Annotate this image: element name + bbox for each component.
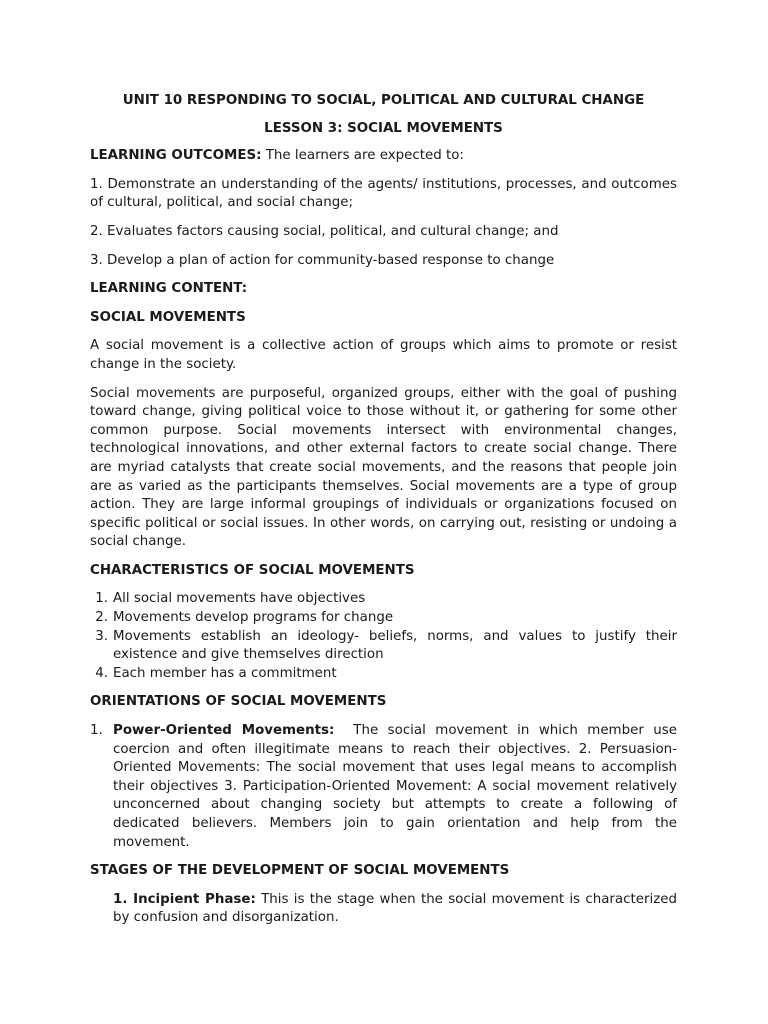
lesson-title: LESSON 3: SOCIAL MOVEMENTS bbox=[264, 120, 503, 136]
characteristics-heading: CHARACTERISTICS OF SOCIAL MOVEMENTS bbox=[90, 562, 415, 578]
outcome-item-1: 1. Demonstrate an understanding of the agents/ institutions, processes, and outcomes of cultural, political, and social change; bbox=[90, 176, 677, 211]
orientation-label: Power-Oriented Movements: bbox=[113, 723, 335, 739]
list-item-number: 1. bbox=[90, 723, 103, 739]
outcome-item-3: 3. Develop a plan of action for community-based response to change bbox=[90, 252, 555, 268]
list-item-text: Movements develop programs for change bbox=[113, 610, 394, 626]
stages-heading: STAGES OF THE DEVELOPMENT OF SOCIAL MOVEMENTS bbox=[90, 863, 510, 879]
list-item bbox=[90, 628, 677, 665]
social-movement-definition: A social movement is a collective action of groups which aims to promote or resist change in the society. bbox=[90, 338, 677, 372]
list-item bbox=[90, 722, 682, 852]
social-movements-heading: SOCIAL MOVEMENTS bbox=[90, 309, 246, 325]
learning-outcomes-intro-text: The learners are expected to: bbox=[261, 148, 464, 164]
social-movement-paragraph: Social movements are purposeful, organized groups, either with the goal of pushing toward change, giving political voice to those without it, or gathering for some other common purpose. Social movements intersect with environmental changes, technological innovations, and other external factors to create social change. There are myriad catalysts that create social movements, and the reasons that people join are as varied as the participants themselves. Social movements are a type of group action. They are large informal groupings of individuals or organizations focused on specific political or social issues. In other words, on carrying out, resisting or undoing a social change. bbox=[90, 385, 677, 550]
list-item-text: Movements establish an ideology- beliefs, norms, and values to justify their existence and give themselves direction bbox=[113, 628, 677, 663]
list-item-number: 4. bbox=[95, 665, 108, 681]
list-item bbox=[90, 609, 677, 628]
outcome-item-2: 2. Evaluates factors causing social, political, and cultural change; and bbox=[90, 223, 559, 239]
document-page bbox=[90, 92, 682, 928]
list-item bbox=[90, 590, 677, 609]
orientations-list bbox=[90, 722, 682, 852]
characteristics-list bbox=[90, 590, 677, 683]
list-item-text: Each member has a commitment bbox=[113, 665, 337, 681]
list-item bbox=[90, 665, 677, 684]
learning-outcomes-intro bbox=[90, 147, 677, 166]
stage-text: This is the stage when the social movement is characterized by confusion and disorganization. bbox=[113, 891, 677, 926]
list-item-number: 1. bbox=[95, 591, 108, 607]
stage-label: 1. Incipient Phase: bbox=[113, 891, 256, 907]
list-item-number: 2. bbox=[95, 610, 108, 626]
unit-title: UNIT 10 RESPONDING TO SOCIAL, POLITICAL AND CULTURAL CHANGE bbox=[122, 93, 645, 108]
list-item-text: All social movements have objectives bbox=[113, 591, 366, 607]
orientations-heading: ORIENTATIONS OF SOCIAL MOVEMENTS bbox=[90, 694, 387, 710]
learning-content-heading: LEARNING CONTENT: bbox=[90, 281, 248, 297]
learning-outcomes-label: LEARNING OUTCOMES: bbox=[90, 148, 262, 164]
orientation-text: The social movement in which member use coercion and often illegitimate means to reach their objectives. 2. Persuasion-Oriented Movements: The social movement that uses legal means to accomplish their objectives 3. Participation-Oriented Movement: A social movement relatively unconcerned about changing society but attempts to create a following of dedicated believers. Members join to gain orientation and help from the movement. bbox=[113, 723, 682, 850]
list-item-number: 3. bbox=[95, 628, 108, 644]
stage-item-1 bbox=[90, 891, 677, 928]
